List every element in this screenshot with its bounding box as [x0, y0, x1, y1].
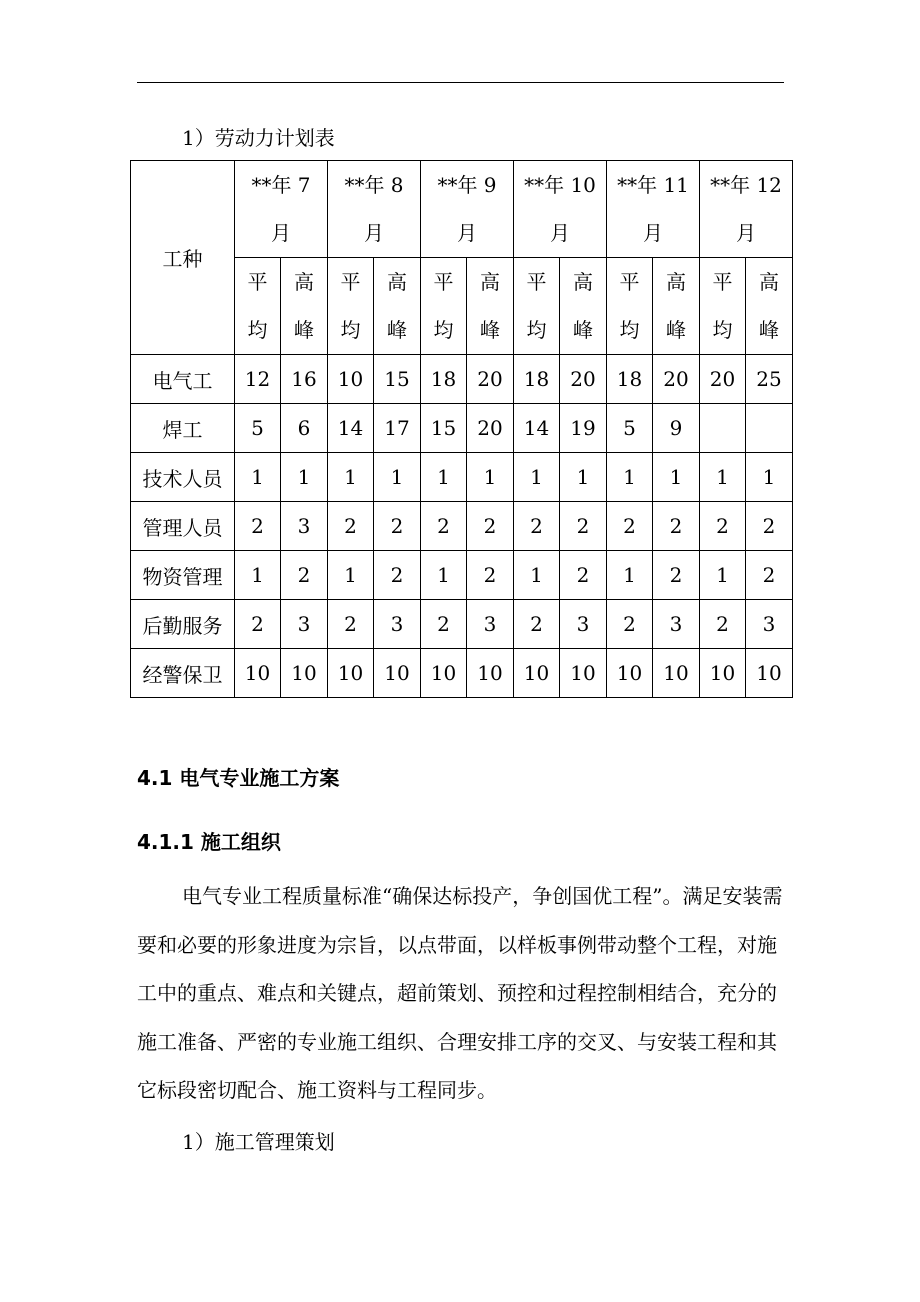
value-cell: [514, 649, 560, 698]
peak-bottom: 峰: [573, 318, 593, 342]
cell-value: 17: [384, 416, 410, 440]
cell-value: 25: [756, 367, 782, 391]
value-cell: [607, 649, 653, 698]
cell-value: 2: [437, 612, 450, 636]
cell-value: 1: [437, 563, 450, 587]
value-cell: [421, 649, 467, 698]
value-cell: [700, 502, 746, 551]
peak-top: 高: [480, 270, 500, 294]
peak-top: 高: [573, 270, 593, 294]
value-cell: [607, 551, 653, 600]
average-bottom: 均: [340, 318, 361, 342]
value-cell: [328, 649, 374, 698]
value-cell: [467, 649, 514, 698]
cell-value: 15: [430, 416, 457, 440]
month-line1: **年 7: [251, 173, 311, 197]
average-bottom: 均: [526, 318, 547, 342]
value-cell: [560, 551, 607, 600]
cell-value: 3: [762, 612, 776, 636]
sub-item-heading: 1）施工管理策划: [182, 1130, 335, 1154]
month-line2: 月: [736, 221, 756, 245]
cell-value: 1: [669, 465, 683, 489]
peak-bottom: 峰: [759, 318, 779, 342]
table-header-row: [131, 161, 793, 258]
value-cell: [328, 600, 374, 649]
average-top: 平: [247, 270, 268, 294]
value-cell: [235, 453, 281, 502]
cell-value: 10: [663, 661, 689, 685]
month-line2: 月: [550, 221, 570, 245]
table-row: [131, 649, 793, 698]
value-cell: [746, 404, 793, 453]
row-label-cell: [131, 502, 235, 551]
row-label: 经警保卫: [142, 662, 223, 687]
average-header-cell: [235, 258, 281, 355]
cell-value: 2: [390, 514, 404, 538]
average-bottom: 均: [712, 318, 733, 342]
average-top: 平: [619, 270, 640, 294]
cell-value: 18: [430, 367, 457, 391]
value-cell: [653, 453, 700, 502]
value-cell: [281, 551, 328, 600]
value-cell: [514, 551, 560, 600]
value-cell: [374, 649, 421, 698]
row-label-cell: [131, 649, 235, 698]
cell-value: 1: [344, 563, 357, 587]
value-cell: [700, 600, 746, 649]
value-cell: [235, 649, 281, 698]
month-header-cell: [607, 161, 700, 258]
cell-value: 2: [762, 563, 776, 587]
cell-value: 2: [623, 612, 636, 636]
value-cell: [467, 453, 514, 502]
value-cell: [235, 551, 281, 600]
paragraph-text: 电气专业工程质量标准“确保达标投产，争创国优工程”。满足安装需要和必要的形象进度为宗旨，以点带面，以样板事例带动整个工程，对施工中的重点、难点和关键点，超前策划、预控和过程控制相结合，充分的施工准备、严密的专业施工组织、合理安排工序的交叉、与安装工程和其它标段密切配合、施工资料与工程同步。: [137, 884, 783, 1102]
average-header-cell: [700, 258, 746, 355]
cell-value: 2: [576, 563, 590, 587]
cell-value: 2: [344, 612, 357, 636]
peak-bottom: 峰: [480, 318, 500, 342]
cell-value: 3: [297, 514, 311, 538]
value-cell: [235, 404, 281, 453]
cell-value: 10: [291, 661, 317, 685]
cell-value: 1: [297, 465, 311, 489]
value-cell: [746, 600, 793, 649]
peak-bottom: 峰: [666, 318, 686, 342]
cell-value: 2: [483, 514, 497, 538]
value-cell: [281, 404, 328, 453]
value-cell: [467, 502, 514, 551]
average-top: 平: [526, 270, 547, 294]
value-cell: [467, 600, 514, 649]
cell-value: 10: [244, 661, 271, 685]
cell-value: 1: [483, 465, 497, 489]
table-row: [131, 453, 793, 502]
peak-top: 高: [294, 270, 314, 294]
cell-value: 2: [530, 514, 543, 538]
cell-value: 20: [477, 416, 503, 440]
value-cell: [374, 355, 421, 404]
cell-value: 2: [669, 563, 683, 587]
cell-value: 10: [523, 661, 550, 685]
average-header-cell: [328, 258, 374, 355]
average-top: 平: [712, 270, 733, 294]
value-cell: [328, 502, 374, 551]
peak-header-cell: [467, 258, 514, 355]
cell-value: 2: [762, 514, 776, 538]
peak-top: 高: [759, 270, 779, 294]
paragraph: [137, 872, 793, 1115]
cell-value: 1: [762, 465, 776, 489]
cell-value: 16: [291, 367, 317, 391]
value-cell: [421, 502, 467, 551]
value-cell: [746, 355, 793, 404]
value-cell: [560, 502, 607, 551]
cell-value: 18: [616, 367, 643, 391]
cell-value: 3: [390, 612, 404, 636]
corner-label: 工种: [162, 247, 203, 271]
value-cell: [281, 355, 328, 404]
value-cell: [281, 502, 328, 551]
peak-header-cell: [746, 258, 793, 355]
table-row: [131, 600, 793, 649]
value-cell: [700, 404, 746, 453]
value-cell: [328, 453, 374, 502]
month-line1: **年 11: [617, 173, 689, 197]
value-cell: [421, 551, 467, 600]
month-line2: 月: [271, 221, 291, 245]
month-header-cell: [421, 161, 514, 258]
cell-value: 9: [669, 416, 683, 440]
cell-value: 1: [623, 465, 636, 489]
table-caption: 1）劳动力计划表: [182, 126, 335, 150]
value-cell: [560, 355, 607, 404]
value-cell: [607, 502, 653, 551]
value-cell: [653, 355, 700, 404]
peak-header-cell: [374, 258, 421, 355]
value-cell: [328, 355, 374, 404]
value-cell: [281, 649, 328, 698]
cell-value: 10: [756, 661, 782, 685]
cell-value: 10: [430, 661, 457, 685]
peak-header-cell: [653, 258, 700, 355]
header-rule: [137, 82, 784, 83]
cell-value: 1: [576, 465, 590, 489]
value-cell: [514, 453, 560, 502]
value-cell: [607, 600, 653, 649]
cell-value: 14: [523, 416, 550, 440]
cell-value: 2: [669, 514, 683, 538]
row-label: 后勤服务: [142, 613, 223, 638]
row-label: 电气工: [152, 368, 213, 393]
cell-value: 14: [337, 416, 364, 440]
cell-value: 2: [251, 612, 264, 636]
row-label: 管理人员: [142, 515, 223, 540]
value-cell: [746, 649, 793, 698]
value-cell: [328, 551, 374, 600]
cell-value: 1: [716, 563, 729, 587]
table-row: [131, 551, 793, 600]
average-bottom: 均: [433, 318, 454, 342]
cell-value: 2: [530, 612, 543, 636]
value-cell: [653, 649, 700, 698]
value-cell: [328, 404, 374, 453]
cell-value: 20: [570, 367, 596, 391]
value-cell: [607, 453, 653, 502]
month-line1: **年 8: [344, 173, 404, 197]
month-line2: 月: [457, 221, 477, 245]
cell-value: 15: [384, 367, 410, 391]
average-header-cell: [514, 258, 560, 355]
cell-value: 6: [297, 416, 311, 440]
labor-plan-table: [130, 160, 793, 698]
cell-value: 2: [716, 612, 729, 636]
month-header-cell: [700, 161, 793, 258]
cell-value: 1: [530, 563, 543, 587]
row-label-cell: [131, 404, 235, 453]
value-cell: [746, 502, 793, 551]
value-cell: [281, 600, 328, 649]
month-line2: 月: [364, 221, 384, 245]
value-cell: [467, 551, 514, 600]
cell-value: 5: [251, 416, 264, 440]
peak-header-cell: [560, 258, 607, 355]
cell-value: 1: [251, 563, 264, 587]
cell-value: 10: [337, 367, 364, 391]
row-label: 焊工: [162, 417, 203, 442]
value-cell: [235, 600, 281, 649]
cell-value: 20: [709, 367, 736, 391]
value-cell: [281, 453, 328, 502]
cell-value: 18: [523, 367, 550, 391]
cell-value: 5: [623, 416, 636, 440]
value-cell: [467, 404, 514, 453]
value-cell: [421, 453, 467, 502]
average-header-cell: [607, 258, 653, 355]
cell-value: 1: [251, 465, 264, 489]
cell-value: 10: [709, 661, 736, 685]
row-label: 技术人员: [142, 466, 223, 491]
value-cell: [421, 600, 467, 649]
value-cell: [374, 502, 421, 551]
cell-value: 1: [623, 563, 636, 587]
cell-value: 2: [297, 563, 311, 587]
month-header-cell: [235, 161, 328, 258]
value-cell: [607, 355, 653, 404]
value-cell: [235, 355, 281, 404]
peak-top: 高: [387, 270, 407, 294]
peak-header-cell: [281, 258, 328, 355]
row-label-cell: [131, 453, 235, 502]
value-cell: [653, 502, 700, 551]
value-cell: [746, 551, 793, 600]
cell-value: 3: [669, 612, 683, 636]
cell-value: 1: [390, 465, 404, 489]
cell-value: 20: [477, 367, 503, 391]
section-heading: 4.1 电气专业施工方案: [137, 766, 340, 790]
cell-value: 2: [483, 563, 497, 587]
cell-value: 10: [384, 661, 410, 685]
value-cell: [653, 600, 700, 649]
value-cell: [700, 649, 746, 698]
row-label-cell: [131, 551, 235, 600]
cell-value: 2: [437, 514, 450, 538]
table-row: [131, 502, 793, 551]
cell-value: 19: [570, 416, 596, 440]
row-label-cell: [131, 600, 235, 649]
month-line1: **年 12: [710, 173, 782, 197]
value-cell: [700, 551, 746, 600]
cell-value: 2: [716, 514, 729, 538]
peak-bottom: 峰: [387, 318, 407, 342]
value-cell: [421, 355, 467, 404]
month-line1: **年 10: [524, 173, 596, 197]
average-bottom: 均: [619, 318, 640, 342]
peak-top: 高: [666, 270, 686, 294]
value-cell: [514, 502, 560, 551]
cell-value: 1: [716, 465, 729, 489]
cell-value: 2: [390, 563, 404, 587]
month-header-cell: [514, 161, 607, 258]
cell-value: 2: [344, 514, 357, 538]
cell-value: 2: [251, 514, 264, 538]
value-cell: [746, 453, 793, 502]
average-header-cell: [421, 258, 467, 355]
month-header-cell: [328, 161, 421, 258]
cell-value: 2: [623, 514, 636, 538]
value-cell: [700, 453, 746, 502]
month-line2: 月: [643, 221, 663, 245]
value-cell: [514, 404, 560, 453]
value-cell: [467, 355, 514, 404]
value-cell: [514, 600, 560, 649]
value-cell: [560, 453, 607, 502]
row-label: 物资管理: [142, 564, 223, 589]
subsection-heading: 4.1.1 施工组织: [137, 830, 281, 854]
peak-bottom: 峰: [294, 318, 314, 342]
value-cell: [235, 502, 281, 551]
corner-cell: [131, 161, 235, 355]
month-line1: **年 9: [437, 173, 497, 197]
value-cell: [560, 404, 607, 453]
average-bottom: 均: [247, 318, 268, 342]
cell-value: 10: [570, 661, 596, 685]
value-cell: [607, 404, 653, 453]
cell-value: 3: [297, 612, 311, 636]
value-cell: [374, 600, 421, 649]
cell-value: 1: [437, 465, 450, 489]
cell-value: 10: [337, 661, 364, 685]
cell-value: 10: [477, 661, 503, 685]
value-cell: [374, 453, 421, 502]
value-cell: [653, 551, 700, 600]
value-cell: [514, 355, 560, 404]
cell-value: 20: [663, 367, 689, 391]
table-row: [131, 355, 793, 404]
table-row: [131, 404, 793, 453]
value-cell: [560, 600, 607, 649]
cell-value: 3: [483, 612, 497, 636]
average-top: 平: [433, 270, 454, 294]
average-top: 平: [340, 270, 361, 294]
value-cell: [700, 355, 746, 404]
value-cell: [653, 404, 700, 453]
value-cell: [421, 404, 467, 453]
cell-value: 1: [530, 465, 543, 489]
cell-value: 12: [244, 367, 271, 391]
cell-value: 10: [616, 661, 643, 685]
cell-value: 3: [576, 612, 590, 636]
value-cell: [560, 649, 607, 698]
value-cell: [374, 551, 421, 600]
value-cell: [374, 404, 421, 453]
row-label-cell: [131, 355, 235, 404]
cell-value: 1: [344, 465, 357, 489]
cell-value: 2: [576, 514, 590, 538]
